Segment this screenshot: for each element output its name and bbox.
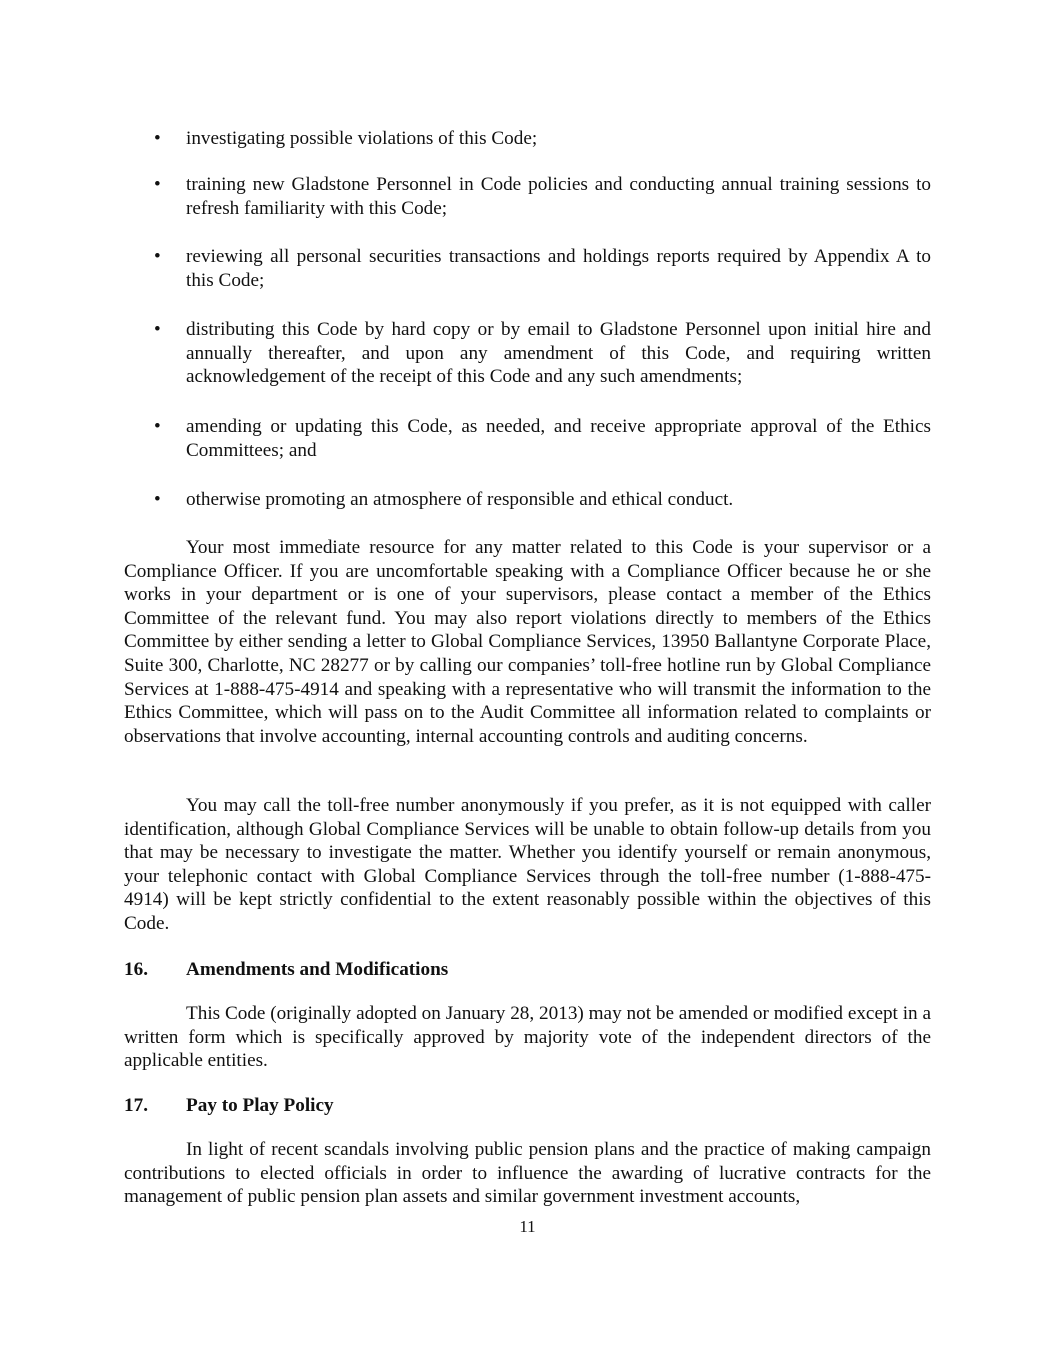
bullet-item-distributing: [124, 318, 931, 389]
section-heading-17: [124, 1094, 334, 1118]
bullet-icon: •: [154, 489, 161, 510]
bullet-item-amending: [124, 415, 931, 462]
bullet-icon: •: [154, 319, 161, 340]
bullet-text: distributing this Code by hard copy or by email to Gladstone Personnel upon initial hire and annually thereafter, and upon any amendment of this Code, and requiring written acknowledgement of the receipt of this Code and any such amendments;: [186, 319, 931, 388]
bullet-icon: •: [154, 416, 161, 437]
bullet-text: reviewing all personal securities transactions and holdings reports required by Appendix A to this Code;: [186, 246, 931, 291]
bullet-text: investigating possible violations of this Code;: [186, 128, 538, 149]
bullet-icon: •: [154, 246, 161, 267]
paragraph-resource: Your most immediate resource for any matter related to this Code is your supervisor or a Compliance Officer. If you are uncomfortable speaking with a Compliance Officer because he or she works in your department or is one of your supervisors, please contact a member of the Ethics Committee of the relevant fund. You may also report violations directly to members of the Ethics Committee by either sending a letter to Global Compliance Services, 13950 Ballantyne Corporate Place, Suite 300, Charlotte, NC 28277 or by calling our companies’ toll-free hotline run by Global Compliance Services at 1-888-475-4914 and speaking with a representative who will transmit the information to the Ethics Committee, which will pass on to the Audit Committee all information related to complaints or observations that involve accounting, internal accounting controls and auditing concerns.: [124, 537, 931, 747]
section-body-17: In light of recent scandals involving public pension plans and the practice of making campaign contributions to elected officials in order to influence the awarding of lucrative contracts for the management of public pension plan assets and similar government investment accounts,: [124, 1139, 931, 1208]
bullet-item-training: [124, 173, 931, 220]
bullet-text: amending or updating this Code, as needed, and receive appropriate approval of the Ethics Committees; and: [186, 416, 931, 461]
bullet-item-investigating: [124, 127, 931, 151]
section-number: 16.: [124, 959, 148, 980]
paragraph-anonymous: You may call the toll-free number anonymously if you prefer, as it is not equipped with caller identification, although Global Compliance Services will be unable to obtain follow-up details from you that may be necessary to investigate the matter. Whether you identify yourself or remain anonymous, your telephonic contact with Global Compliance Services through the toll-free number (1-888-475-4914) will be kept strictly confidential to the extent reasonably possible within the objectives of this Code.: [124, 795, 931, 934]
bullet-icon: •: [154, 128, 161, 149]
bullet-item-reviewing: [124, 245, 931, 292]
section-heading-16: [124, 958, 448, 982]
section-title: Amendments and Modifications: [186, 959, 449, 980]
page-number: 11: [519, 1217, 536, 1236]
section-number: 17.: [124, 1095, 148, 1116]
section-title: Pay to Play Policy: [186, 1095, 334, 1116]
bullet-item-promoting: [124, 488, 931, 512]
bullet-text: otherwise promoting an atmosphere of responsible and ethical conduct.: [186, 489, 734, 510]
bullet-text: training new Gladstone Personnel in Code policies and conducting annual training sessions to refresh familiarity with this Code;: [186, 174, 931, 219]
section-body-16: This Code (originally adopted on January 28, 2013) may not be amended or modified except in a written form which is specifically approved by majority vote of the independent directors of the applicable entities.: [124, 1003, 931, 1072]
bullet-icon: •: [154, 174, 161, 195]
